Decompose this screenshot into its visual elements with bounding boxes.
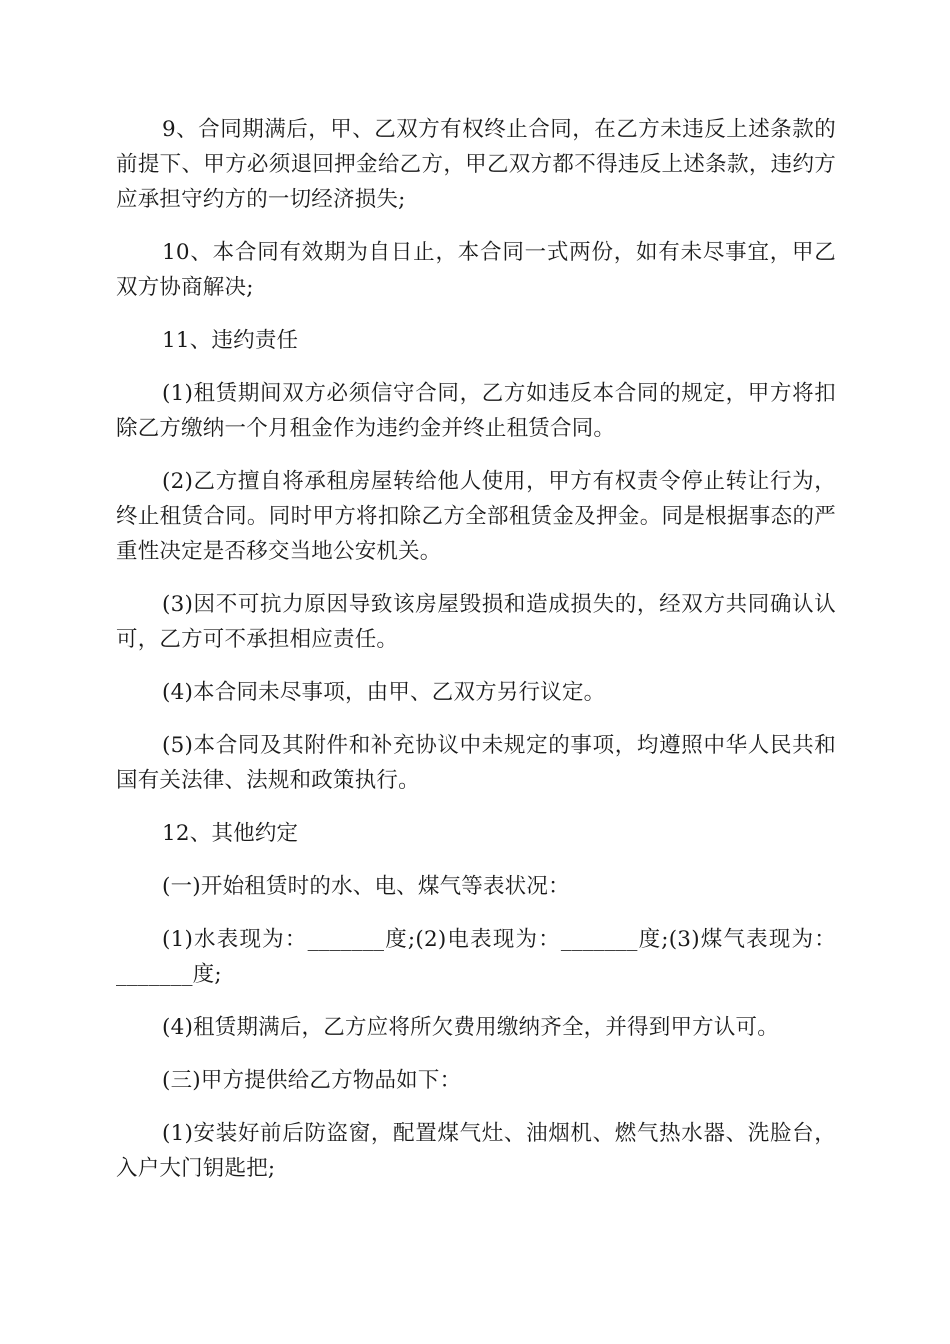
clause-12-section-3: (三)甲方提供给乙方物品如下： [162, 1068, 462, 1093]
clause-11-item-4: (4)本合同未尽事项，由甲、乙双方另行议定。 [162, 680, 606, 705]
document-body [116, 112, 836, 1204]
clause-9-paragraph: 9、合同期满后，甲、乙双方有权终止合同，在乙方未违反上述条款的前提下、甲方必须退回押金给乙方，甲乙双方都不得违反上述条款，违约方应承担守约方的一切经济损失; [116, 117, 836, 212]
provided-items-paragraph: (1)安装好前后防盗窗，配置煤气灶、油烟机、燃气热水器、洗脸台，入户大门钥匙把; [116, 1121, 836, 1181]
meter-readings-paragraph: (1)水表现为：_______度;(2)电表现为：_______度;(3)煤气表现为：_______度; [116, 927, 836, 987]
clause-12-heading: 12、其他约定 [162, 821, 299, 846]
clause-12-item-4: (4)租赁期满后，乙方应将所欠费用缴纳齐全，并得到甲方认可。 [162, 1015, 779, 1040]
clause-11-item-5: (5)本合同及其附件和补充协议中未规定的事项，均遵照中华人民共和国有关法律、法规和政策执行。 [116, 733, 836, 793]
clause-11-item-1: (1)租赁期间双方必须信守合同，乙方如违反本合同的规定，甲方将扣除乙方缴纳一个月租金作为违约金并终止租赁合同。 [116, 381, 836, 441]
clause-11-item-3: (3)因不可抗力原因导致该房屋毁损和造成损失的，经双方共同确认认可，乙方可不承担相应责任。 [116, 592, 836, 652]
clause-11-heading: 11、违约责任 [162, 328, 299, 353]
clause-10-paragraph: 10、本合同有效期为自日止，本合同一式两份，如有未尽事宜，甲乙双方协商解决; [116, 240, 836, 300]
clause-12-section-1: (一)开始租赁时的水、电、煤气等表状况： [162, 874, 570, 899]
clause-11-item-2: (2)乙方擅自将承租房屋转给他人使用，甲方有权责令停止转让行为，终止租赁合同。同时甲方将扣除乙方全部租赁金及押金。同是根据事态的严重性决定是否移交当地公安机关。 [116, 469, 836, 564]
